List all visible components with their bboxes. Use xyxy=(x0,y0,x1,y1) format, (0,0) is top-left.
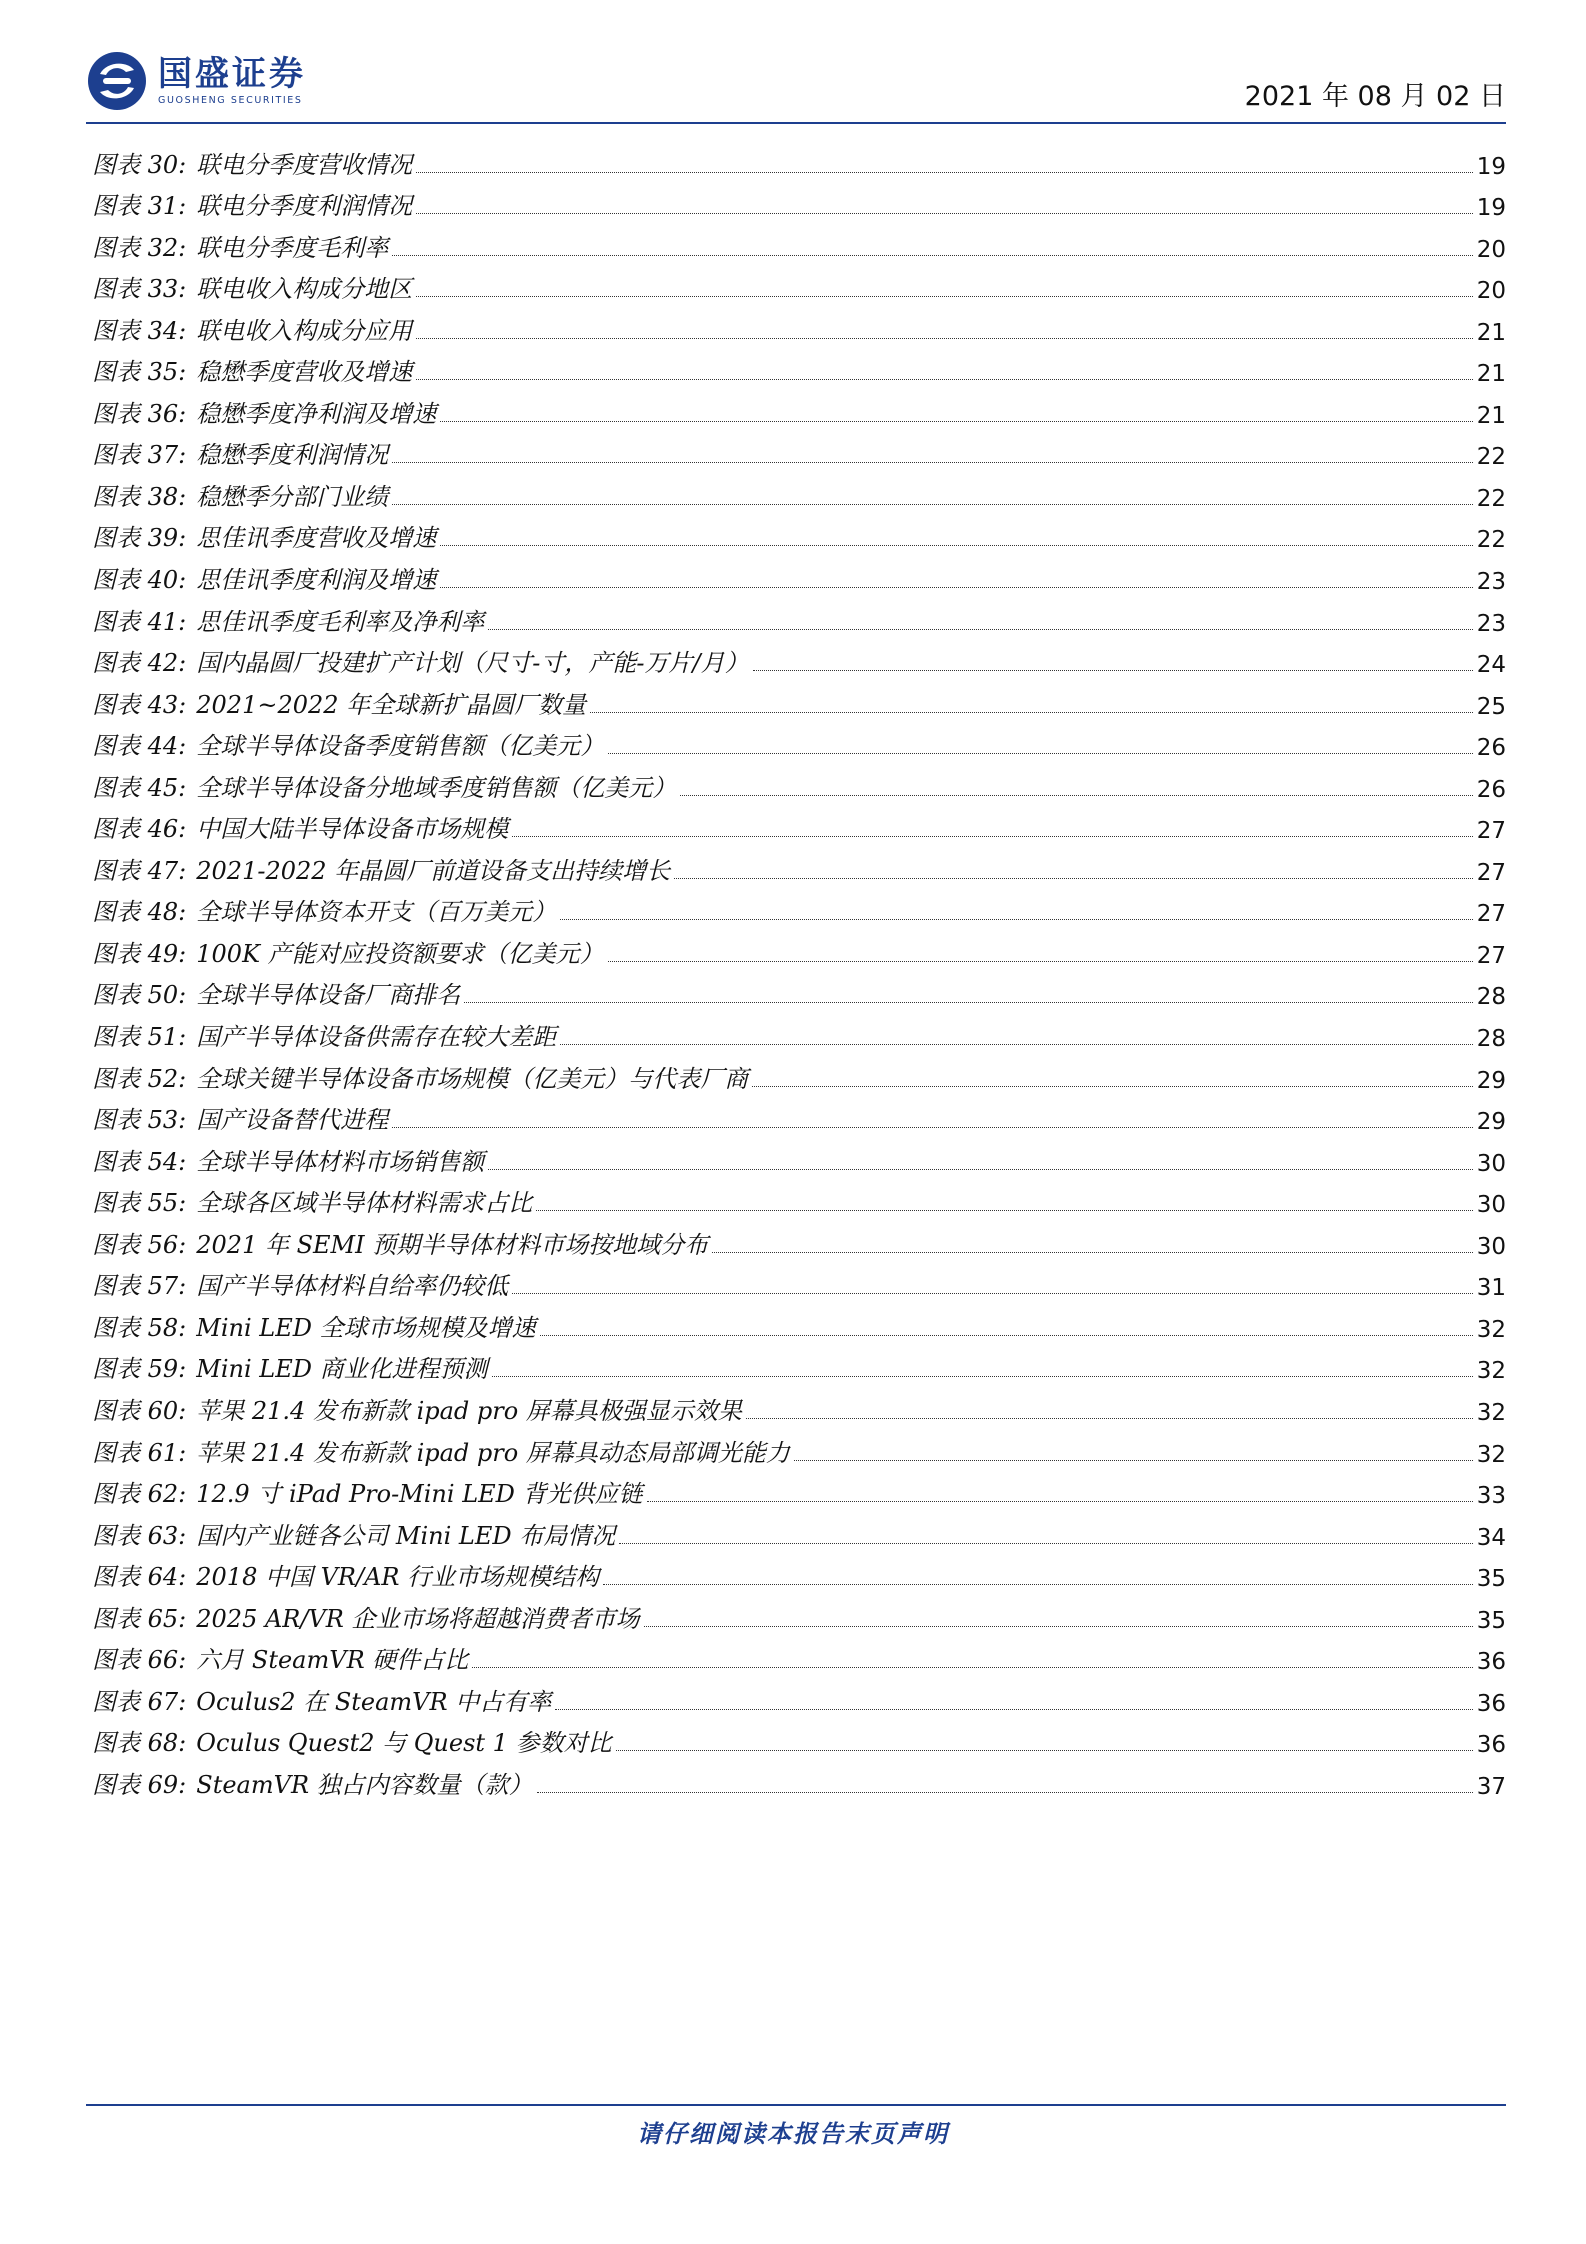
toc-entry[interactable] xyxy=(92,886,1506,928)
toc-entry-title: 稳懋季分部门业绩 xyxy=(196,482,389,511)
brand-name-cn: 国盛证券 xyxy=(158,53,306,94)
toc-entry-label: 图表 36: xyxy=(92,399,187,428)
toc-entry[interactable] xyxy=(92,720,1506,762)
toc-entry-label: 图表 48: xyxy=(92,898,187,927)
toc-entry-label: 图表 46: xyxy=(92,815,187,844)
toc-dot-leader xyxy=(674,878,1473,879)
toc-entry-label: 图表 47: xyxy=(92,856,187,885)
toc-entry-label: 图表 59: xyxy=(92,1355,187,1384)
toc-entry-title: 中国大陆半导体设备市场规模 xyxy=(196,815,509,844)
toc-entry-page: 33 xyxy=(1476,1483,1506,1510)
toc-entry-page: 26 xyxy=(1476,735,1506,762)
toc-dot-leader xyxy=(608,753,1472,754)
toc-entry[interactable] xyxy=(92,1094,1506,1136)
toc-entry-page: 24 xyxy=(1476,652,1506,679)
toc-entry[interactable] xyxy=(92,1052,1506,1094)
toc-dot-leader xyxy=(416,296,1472,297)
toc-entry-title: 全球关键半导体设备市场规模（亿美元）与代表厂商 xyxy=(196,1064,749,1093)
toc-entry[interactable] xyxy=(92,387,1506,429)
toc-entry-label: 图表 65: xyxy=(92,1604,187,1633)
toc-dot-leader xyxy=(440,421,1472,422)
footer-divider xyxy=(86,2104,1506,2106)
toc-dot-leader xyxy=(712,1252,1472,1253)
toc-entry-page: 36 xyxy=(1476,1732,1506,1759)
toc-entry-title: 联电收入构成分应用 xyxy=(196,316,413,345)
toc-entry-label: 图表 39: xyxy=(92,524,187,553)
toc-entry[interactable] xyxy=(92,1010,1506,1052)
toc-entry-label: 图表 37: xyxy=(92,441,187,470)
toc-entry-page: 31 xyxy=(1476,1275,1506,1302)
toc-entry-page: 29 xyxy=(1476,1109,1506,1136)
toc-entry-title: 联电分季度毛利率 xyxy=(196,233,389,262)
toc-entry-title: 全球半导体设备季度销售额（亿美元） xyxy=(196,732,605,761)
toc-entry-label: 图表 43: xyxy=(92,690,187,719)
toc-entry-label: 图表 41: xyxy=(92,607,187,636)
toc-entry[interactable] xyxy=(92,512,1506,554)
toc-dot-leader xyxy=(416,172,1472,173)
toc-entry-page: 30 xyxy=(1476,1150,1506,1177)
toc-dot-leader xyxy=(536,1210,1472,1211)
toc-entry[interactable] xyxy=(92,969,1506,1011)
toc-entry-title: 苹果 21.4 发布新款 ipad pro 屏幕具极强显示效果 xyxy=(196,1396,742,1425)
toc-entry-label: 图表 50: xyxy=(92,981,187,1010)
toc-entry-page: 21 xyxy=(1476,402,1506,429)
toc-entry[interactable] xyxy=(92,844,1506,886)
toc-dot-leader xyxy=(540,1335,1473,1336)
toc-entry[interactable] xyxy=(92,304,1506,346)
toc-dot-leader xyxy=(416,379,1472,380)
toc-entry-title: 稳懋季度净利润及增速 xyxy=(196,399,437,428)
toc-entry[interactable] xyxy=(92,429,1506,471)
toc-entry-title: 六月 SteamVR 硬件占比 xyxy=(196,1646,469,1675)
toc-entry-label: 图表 64: xyxy=(92,1563,187,1592)
toc-entry[interactable] xyxy=(92,180,1506,222)
toc-entry[interactable] xyxy=(92,761,1506,803)
toc-entry[interactable] xyxy=(92,1634,1506,1676)
toc-entry-title: Oculus2 在 SteamVR 中占有率 xyxy=(196,1687,552,1716)
toc-dot-leader xyxy=(392,504,1472,505)
toc-dot-leader xyxy=(616,1750,1473,1751)
toc-entry-page: 27 xyxy=(1476,818,1506,845)
toc-dot-leader xyxy=(608,961,1473,962)
toc-dot-leader xyxy=(488,1169,1472,1170)
toc-entry[interactable] xyxy=(92,1592,1506,1634)
toc-entry[interactable] xyxy=(92,1384,1506,1426)
toc-entry[interactable] xyxy=(92,1675,1506,1717)
toc-entry-title: 国产半导体材料自给率仍较低 xyxy=(196,1272,509,1301)
toc-entry-label: 图表 56: xyxy=(92,1230,187,1259)
toc-entry-page: 30 xyxy=(1476,1192,1506,1219)
toc-entry-label: 图表 34: xyxy=(92,316,187,345)
toc-entry-label: 图表 51: xyxy=(92,1023,187,1052)
toc-dot-leader xyxy=(537,1792,1473,1793)
toc-dot-leader xyxy=(680,795,1472,796)
toc-entry-page: 27 xyxy=(1476,859,1506,886)
toc-entry-label: 图表 62: xyxy=(92,1480,187,1509)
toc-dot-leader xyxy=(440,545,1472,546)
report-date: 2021 年 08 月 02 日 xyxy=(1244,81,1506,112)
toc-entry-label: 图表 52: xyxy=(92,1064,187,1093)
toc-entry[interactable] xyxy=(92,263,1506,305)
toc-entry-page: 22 xyxy=(1476,485,1506,512)
toc-entry-page: 36 xyxy=(1476,1649,1506,1676)
toc-entry-label: 图表 57: xyxy=(92,1272,187,1301)
toc-entry-label: 图表 31: xyxy=(92,192,187,221)
toc-entry[interactable] xyxy=(92,1468,1506,1510)
toc-entry-page: 28 xyxy=(1476,984,1506,1011)
toc-entry-title: 2021~2022 年全球新扩晶圆厂数量 xyxy=(196,690,587,719)
toc-dot-leader xyxy=(644,1626,1473,1627)
toc-entry-title: 全球半导体设备分地域季度销售额（亿美元） xyxy=(196,773,677,802)
toc-entry-label: 图表 66: xyxy=(92,1646,187,1675)
toc-entry-label: 图表 44: xyxy=(92,732,187,761)
toc-entry-title: 思佳讯季度毛利率及净利率 xyxy=(196,607,485,636)
toc-entry-page: 36 xyxy=(1476,1690,1506,1717)
toc-entry-title: 苹果 21.4 发布新款 ipad pro 屏幕具动态局部调光能力 xyxy=(196,1438,790,1467)
toc-entry-page: 19 xyxy=(1476,195,1506,222)
toc-dot-leader xyxy=(752,1086,1472,1087)
toc-entry-label: 图表 53: xyxy=(92,1106,187,1135)
toc-entry-page: 34 xyxy=(1476,1524,1506,1551)
toc-dot-leader xyxy=(753,670,1473,671)
toc-entry[interactable] xyxy=(92,1758,1506,1800)
toc-entry-label: 图表 69: xyxy=(92,1770,187,1799)
toc-entry-label: 图表 42: xyxy=(92,649,187,678)
toc-entry-page: 21 xyxy=(1476,319,1506,346)
toc-entry-title: 联电收入构成分地区 xyxy=(196,275,413,304)
toc-entry[interactable] xyxy=(92,1509,1506,1551)
toc-entry[interactable] xyxy=(92,1177,1506,1219)
toc-dot-leader xyxy=(392,255,1472,256)
toc-dot-leader xyxy=(488,629,1472,630)
toc-entry[interactable] xyxy=(92,1260,1506,1302)
toc-entry-page: 35 xyxy=(1476,1607,1506,1634)
toc-entry[interactable] xyxy=(92,470,1506,512)
toc-entry-page: 22 xyxy=(1476,527,1506,554)
toc-entry-label: 图表 45: xyxy=(92,773,187,802)
company-logo xyxy=(86,50,306,112)
toc-entry-label: 图表 38: xyxy=(92,482,187,511)
toc-dot-leader xyxy=(492,1376,1473,1377)
toc-entry-label: 图表 30: xyxy=(92,150,187,179)
toc-entry-label: 图表 32: xyxy=(92,233,187,262)
page-header xyxy=(86,46,1506,116)
toc-entry-page: 27 xyxy=(1476,942,1506,969)
toc-entry[interactable] xyxy=(92,346,1506,388)
toc-entry-page: 37 xyxy=(1476,1773,1506,1800)
toc-entry-page: 20 xyxy=(1476,236,1506,263)
toc-dot-leader xyxy=(416,213,1472,214)
toc-dot-leader xyxy=(746,1418,1473,1419)
toc-dot-leader xyxy=(647,1501,1473,1502)
toc-entry-title: 国产设备替代进程 xyxy=(196,1106,389,1135)
toc-entry-label: 图表 55: xyxy=(92,1189,187,1218)
toc-entry-label: 图表 35: xyxy=(92,358,187,387)
toc-entry-title: 2021-2022 年晶圆厂前道设备支出持续增长 xyxy=(196,856,671,885)
toc-entry-page: 21 xyxy=(1476,361,1506,388)
toc-entry-title: 国内晶圆厂投建扩产计划（尺寸-寸，产能-万片/月） xyxy=(196,649,749,678)
toc-entry-label: 图表 60: xyxy=(92,1396,187,1425)
toc-entry-page: 26 xyxy=(1476,776,1506,803)
toc-dot-leader xyxy=(590,712,1473,713)
toc-entry-page: 20 xyxy=(1476,278,1506,305)
toc-entry-label: 图表 58: xyxy=(92,1313,187,1342)
toc-entry-title: 联电分季度利润情况 xyxy=(196,192,413,221)
toc-entry-title: Mini LED 商业化进程预测 xyxy=(196,1355,488,1384)
toc-entry-title: 联电分季度营收情况 xyxy=(196,150,413,179)
toc-entry-title: 12.9 寸 iPad Pro-Mini LED 背光供应链 xyxy=(196,1480,643,1509)
toc-entry[interactable] xyxy=(92,637,1506,679)
toc-entry-title: 2018 中国 VR/AR 行业市场规模结构 xyxy=(196,1563,600,1592)
toc-entry[interactable] xyxy=(92,1343,1506,1385)
toc-entry-title: 国内产业链各公司 Mini LED 布局情况 xyxy=(196,1521,616,1550)
toc-entry-title: 全球半导体设备厂商排名 xyxy=(196,981,461,1010)
toc-entry-page: 35 xyxy=(1476,1566,1506,1593)
toc-entry[interactable] xyxy=(92,138,1506,180)
toc-entry-page: 32 xyxy=(1476,1441,1506,1468)
toc-entry-title: 全球半导体材料市场销售额 xyxy=(196,1147,485,1176)
toc-entry-page: 29 xyxy=(1476,1067,1506,1094)
toc-dot-leader xyxy=(619,1543,1472,1544)
toc-entry-title: Oculus Quest2 与 Quest 1 参数对比 xyxy=(196,1729,612,1758)
brand-name-en: GUOSHENG SECURITIES xyxy=(158,94,303,106)
toc-entry-title: 国产半导体设备供需存在较大差距 xyxy=(196,1023,557,1052)
toc-entry[interactable] xyxy=(92,678,1506,720)
toc-entry-page: 28 xyxy=(1476,1026,1506,1053)
toc-dot-leader xyxy=(472,1667,1472,1668)
toc-dot-leader xyxy=(603,1584,1473,1585)
toc-entry-title: SteamVR 独占内容数量（款） xyxy=(196,1770,533,1799)
toc-entry[interactable] xyxy=(92,221,1506,263)
toc-entry-label: 图表 67: xyxy=(92,1687,187,1716)
toc-entry[interactable] xyxy=(92,1135,1506,1177)
toc-dot-leader xyxy=(560,1044,1472,1045)
toc-entry-page: 25 xyxy=(1476,693,1506,720)
toc-dot-leader xyxy=(416,338,1472,339)
toc-entry[interactable] xyxy=(92,1301,1506,1343)
toc-entry[interactable] xyxy=(92,1717,1506,1759)
toc-entry-label: 图表 63: xyxy=(92,1521,187,1550)
toc-entry-label: 图表 68: xyxy=(92,1729,187,1758)
toc-entry-page: 23 xyxy=(1476,610,1506,637)
toc-entry-title: Mini LED 全球市场规模及增速 xyxy=(196,1313,536,1342)
toc-entry-title: 全球各区域半导体材料需求占比 xyxy=(196,1189,533,1218)
toc-entry-label: 图表 49: xyxy=(92,939,187,968)
toc-entry-title: 全球半导体资本开支（百万美元） xyxy=(196,898,557,927)
toc-entry-page: 30 xyxy=(1476,1233,1506,1260)
figure-index-list xyxy=(92,138,1506,1800)
toc-dot-leader xyxy=(560,919,1472,920)
toc-entry-label: 图表 33: xyxy=(92,275,187,304)
toc-dot-leader xyxy=(392,462,1472,463)
toc-entry[interactable] xyxy=(92,553,1506,595)
toc-entry-label: 图表 54: xyxy=(92,1147,187,1176)
toc-entry[interactable] xyxy=(92,1218,1506,1260)
toc-entry-page: 19 xyxy=(1476,153,1506,180)
header-divider xyxy=(86,122,1506,124)
toc-dot-leader xyxy=(392,1127,1472,1128)
toc-entry[interactable] xyxy=(92,803,1506,845)
footer-disclaimer: 请仔细阅读本报告末页声明 xyxy=(637,2119,949,2148)
toc-entry-label: 图表 61: xyxy=(92,1438,187,1467)
toc-entry-page: 32 xyxy=(1476,1316,1506,1343)
toc-entry-title: 100K 产能对应投资额要求（亿美元） xyxy=(196,939,604,968)
toc-entry-page: 32 xyxy=(1476,1358,1506,1385)
guosheng-logo-icon xyxy=(86,50,148,112)
toc-entry[interactable] xyxy=(92,595,1506,637)
toc-entry-label: 图表 40: xyxy=(92,566,187,595)
toc-entry-page: 22 xyxy=(1476,444,1506,471)
toc-entry[interactable] xyxy=(92,1426,1506,1468)
toc-entry-title: 2025 AR/VR 企业市场将超越消费者市场 xyxy=(196,1604,640,1633)
toc-entry-title: 稳懋季度营收及增速 xyxy=(196,358,413,387)
toc-entry-title: 2021 年 SEMI 预期半导体材料市场按地域分布 xyxy=(196,1230,709,1259)
toc-dot-leader xyxy=(794,1460,1473,1461)
toc-dot-leader xyxy=(464,1002,1472,1003)
toc-entry-page: 27 xyxy=(1476,901,1506,928)
toc-entry-title: 稳懋季度利润情况 xyxy=(196,441,389,470)
toc-entry[interactable] xyxy=(92,1551,1506,1593)
toc-dot-leader xyxy=(440,587,1472,588)
toc-dot-leader xyxy=(512,1293,1472,1294)
toc-entry-page: 23 xyxy=(1476,569,1506,596)
toc-entry-page: 32 xyxy=(1476,1399,1506,1426)
toc-entry[interactable] xyxy=(92,927,1506,969)
toc-entry-title: 思佳讯季度营收及增速 xyxy=(196,524,437,553)
toc-dot-leader xyxy=(512,836,1472,837)
toc-dot-leader xyxy=(555,1709,1473,1710)
toc-entry-title: 思佳讯季度利润及增速 xyxy=(196,566,437,595)
